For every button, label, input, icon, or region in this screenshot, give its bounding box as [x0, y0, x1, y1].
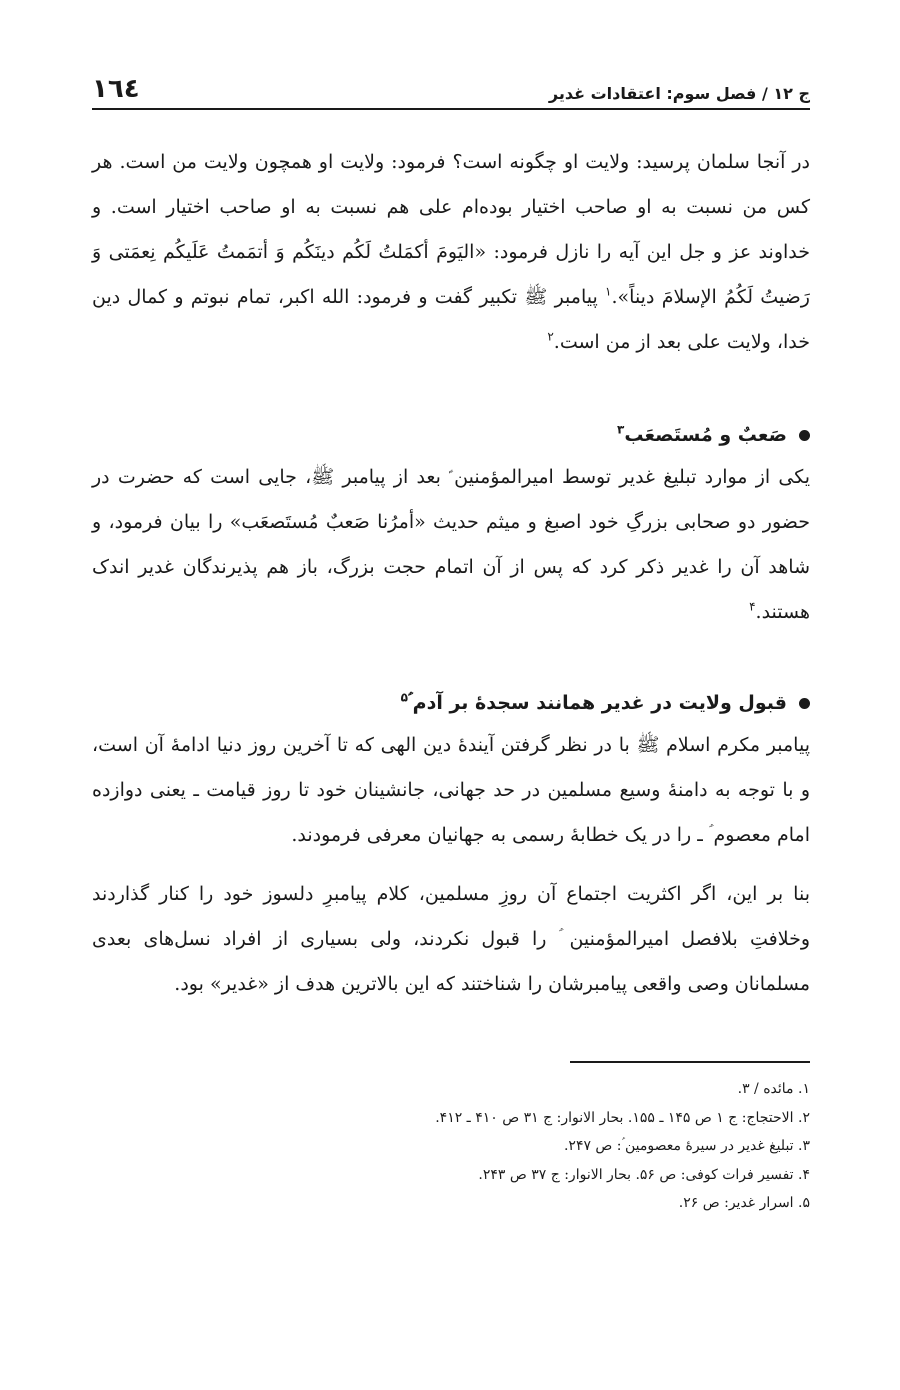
- footnote-ref-1: ١: [605, 284, 612, 299]
- paragraph-1: [92, 140, 810, 365]
- paragraph-2-text: یکی از موارد تبلیغ غدیر توسط امیرالمؤمنین ؑ بعد از پیامبر ﷺ، جایی است که حضرت در حضور دو صحابی بزرگِ خود اصبغ و میثم حدیث «أمرُنا صَعبٌ مُستَصعَب» را بیان فرمود، و شاهد آن را غدیر ذکر کرد که پس از آن اتمام حجت بزرگ، باز هم پذیرندگان غدیر اندک هستند.: [92, 466, 810, 623]
- page: [92, 60, 810, 1218]
- section-heading-1: [92, 415, 810, 455]
- paragraph-4: بنا بر این، اگر اکثریت اجتماع آن روزِ مسلمین، کلام پیامبرِ دلسوز خود را کنار گذاردند وخلافتِ بلافصل امیرالمؤمنین ؑ را قبول نکردند، ولی بسیاری از افراد نسل‌های بعدی مسلمانان وصی واقعی پیامبرشان را شناختند که این بالاترین هدف از «غدیر» بود.: [92, 883, 810, 995]
- bullet-icon: [799, 698, 810, 709]
- footnote-ref-5: ۵: [400, 690, 408, 705]
- paragraph-3: پیامبر مکرم اسلام ﷺ با در نظر گرفتن آیندهٔ دین الهی که تا آخرین روز دنیا ادامهٔ آن است، و با توجه به دامنهٔ وسیع مسلمین در حد جهانی، جانشینان خود تا روز قیامت ـ یعنی دوازده امام معصوم ؑ ـ را در یک خطابهٔ رسمی به جهانیان معرفی فرمودند.: [92, 734, 810, 846]
- page-number: ١٦٤: [92, 74, 140, 104]
- section-heading-1-label: صَعبٌ و مُستَصعَب: [624, 424, 787, 446]
- paragraph-2: [92, 455, 810, 635]
- footnote-3: ٣. تبلیغ غدیر در سیرهٔ معصومین ؑ: ص ٢۴٧.: [563, 1138, 810, 1154]
- bullet-icon: [799, 430, 810, 441]
- page-header: [92, 60, 810, 110]
- footnote-5: ۵. اسرار غدیر: ص ٢۶.: [678, 1195, 810, 1211]
- section-heading-2-label: قبول ولایت در غدیر همانند سجدهٔ بر آدم ؑ: [407, 692, 787, 714]
- section-heading-1-text: [617, 415, 787, 455]
- footnote-divider: [570, 1061, 810, 1063]
- section-heading-2: [92, 683, 810, 723]
- footnote-ref-2: ٢: [547, 329, 554, 344]
- paragraph-1-text: در آنجا سلمان پرسید: ولایت او چگونه است؟ فرمود: ولایت او همچون ولایت من است. هر کس من نسبت به او صاحب اختیار بوده‌ام علی هم نسبت به او صاحب اختیار است. و خداوند عز و جل این آیه را نازل فرمود: «الیَومَ أکمَلتُ لَکُم دینَکُم وَ أتمَمتُ عَلَیکُم نِعمَتی وَ رَضیتُ لَکُمُ الإسلامَ دیناً».: [92, 151, 810, 308]
- running-head: ج ١٢ / فصل سوم: اعتقادات غدیر: [548, 84, 810, 103]
- footnotes: [92, 1075, 810, 1218]
- footnote-2: ٢. الاحتجاج: ج ١ ص ١۴۵ ـ ١۵۵. بحار الانوار: ج ٣١ ص ۴١٠ ـ ۴١٢.: [435, 1109, 810, 1126]
- section-heading-2-text: [401, 683, 787, 723]
- footnote-ref-4: ۴: [749, 599, 756, 614]
- footnote-4: ۴. تفسیر فرات کوفی: ص ۵۶. بحار الانوار: ج ٣٧ ص ٢۴٣.: [478, 1166, 810, 1183]
- paragraph-1-continuation: پیامبر ﷺ تکبیر گفت و فرمود: الله اکبر، تمام نبوتم و کمال دین خدا، ولایت علی بعد از من است.: [92, 286, 810, 353]
- footnote-1: ١. مائده / ٣.: [737, 1081, 810, 1097]
- footnote-ref-3: ٣: [617, 422, 625, 437]
